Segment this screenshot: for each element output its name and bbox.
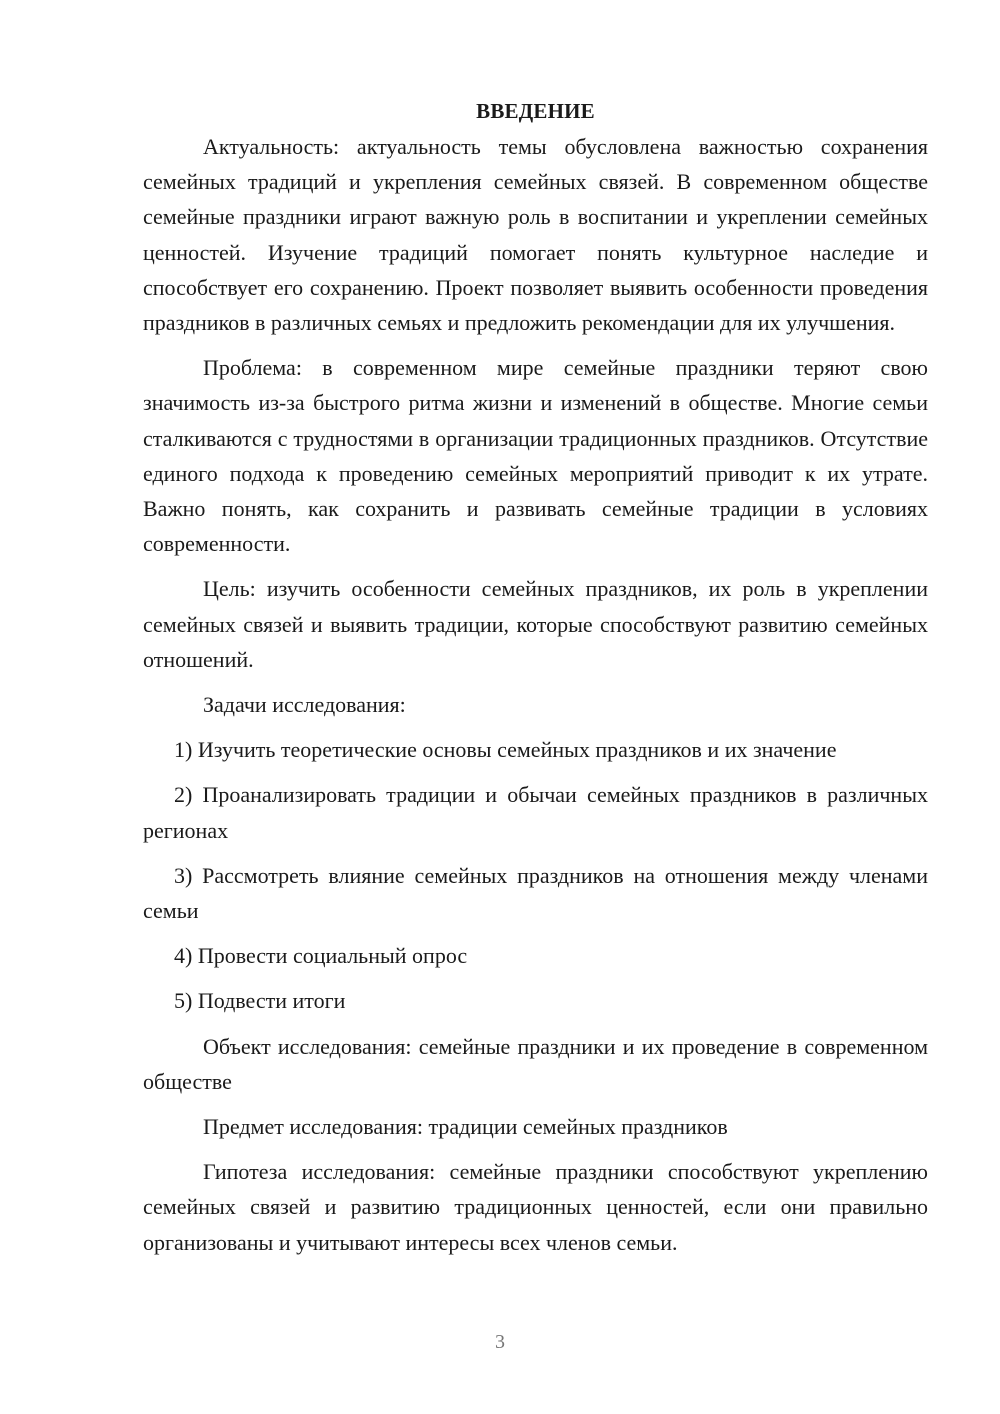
document-page <box>143 94 928 1270</box>
paragraph-object: Объект исследования: семейные праздники и их проведение в современном обществе <box>143 1033 928 1094</box>
paragraph-tasks-heading: Задачи исследования: <box>203 692 406 718</box>
paragraph-hypothesis: Гипотеза исследования: семейные праздники способствуют укреплению семейных связей и развитию традиционных ценностей, если они правильно организованы и учитывают интересы всех членов семьи. <box>143 1159 928 1255</box>
paragraph-problem: Проблема: в современном мире семейные праздники теряют свою значимость из-за быстрого ритма жизни и изменений в обществе. Многие семьи сталкиваются с трудностями в организации традиционных праздников. Отсутствие единого подхода к проведению семейных мероприятий приводит к их утрате. Важно понять, как сохранить и развивать семейные традиции в условиях современности. <box>143 355 928 557</box>
task-item-2: 2) Проанализировать традиции и обычаи семейных праздников в различных регионах <box>143 782 928 843</box>
page-number: 3 <box>495 1331 505 1353</box>
paragraph-subject: Предмет исследования: традиции семейных праздников <box>203 1114 728 1140</box>
task-item-5: 5) Подвести итоги <box>174 988 346 1014</box>
task-item-4: 4) Провести социальный опрос <box>174 943 468 969</box>
task-item-3: 3) Рассмотреть влияние семейных праздников на отношения между членами семьи <box>143 862 928 924</box>
paragraph-relevance: Актуальность: актуальность темы обусловлена важностью сохранения семейных традиций и укрепления семейных связей. В современном обществе семейные праздники играют важную роль в воспитании и укреплении семейных ценностей. Изучение традиций помогает понять культурное наследие и способствует его сохранению. Проект позволяет выявить особенности проведения праздников в различных семьях и предложить рекомендации для их улучшения. <box>143 134 928 336</box>
task-item-1: 1) Изучить теоретические основы семейных праздников и их значение <box>174 737 837 763</box>
paragraph-goal: Цель: изучить особенности семейных праздников, их роль в укреплении семейных связей и выявить традиции, которые способствуют развитию семейных отношений. <box>143 576 928 672</box>
document-title: ВВЕДЕНИЕ <box>476 99 595 123</box>
